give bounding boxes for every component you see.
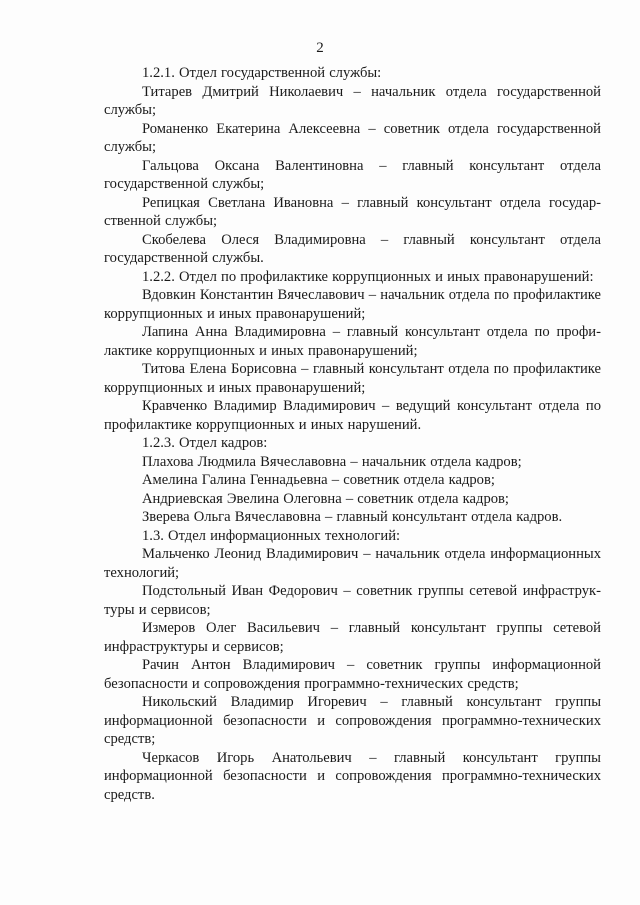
staff-entry: Кравченко Владимир Владимирович – ведущий консультант отдела по профилактике коррупционных и иных нарушений. (104, 398, 601, 433)
section-heading: 1.2.1. Отдел государственной службы: (142, 65, 382, 81)
staff-entry: Титова Елена Борисовна – главный консультант отдела по профилактике коррупционных и иных правонарушений; (104, 361, 601, 396)
section-heading: 1.3. Отдел информационных технологий: (142, 527, 401, 544)
staff-entry: Плахова Людмила Вячеславовна – начальник отдела кадров; (142, 453, 522, 470)
staff-entry: Вдовкин Константин Вячеславович – начальник отдела по профилактике коррупционных и иных правонарушений; (104, 287, 601, 322)
page-number: 2 (316, 40, 324, 56)
staff-entry: Измеров Олег Васильевич – главный консультант группы сетевой инфраструктуры и сервисов; (104, 620, 601, 655)
staff-entry: Рачин Антон Владимирович – советник группы информационной безопасности и сопровождения программно-технических средств; (104, 657, 601, 692)
staff-entry: Мальченко Леонид Владимирович – начальник отдела информационных технологий; (104, 546, 601, 581)
staff-entry: Скобелева Олеся Владимировна – главный консультант отдела государственной службы. (104, 231, 601, 266)
staff-entry: Гальцова Оксана Валентиновна – главный консультант отдела государственной службы; (104, 157, 601, 192)
section-heading: 1.2.3. Отдел кадров: (142, 435, 268, 451)
staff-entry: Лапина Анна Владимировна – главный консультант отдела по профилактике коррупционных и иных правонарушений; (104, 324, 601, 359)
staff-entry: Зверева Ольга Вячеславовна – главный консультант отдела кадров. (142, 509, 563, 525)
staff-entry: Черкасов Игорь Анатольевич – главный консультант группы информационной безопасности и сопровождения программно-технических средств. (104, 749, 601, 803)
staff-entry: Подстольный Иван Федорович – советник группы сетевой инфраструктуры и сервисов; (104, 583, 601, 618)
staff-entry: Амелина Галина Геннадьевна – советник отдела кадров; (142, 472, 495, 488)
staff-entry: Андриевская Эвелина Олеговна – советник отдела кадров; (142, 490, 509, 507)
staff-entry: Титарев Дмитрий Николаевич – начальник отдела государственной службы; (104, 83, 601, 118)
staff-entry: Репицкая Светлана Ивановна – главный консультант отдела государственной службы; (104, 194, 601, 229)
staff-entry: Никольский Владимир Игоревич – главный консультант группы информационной безопасности и сопровождения программно-технических средств; (104, 694, 601, 747)
section-heading: 1.2.2. Отдел по профилактике коррупционных и иных правонарушений: (142, 268, 594, 285)
document-body (104, 64, 601, 804)
staff-entry: Романенко Екатерина Алексеевна – советник отдела государственной службы; (104, 120, 601, 155)
